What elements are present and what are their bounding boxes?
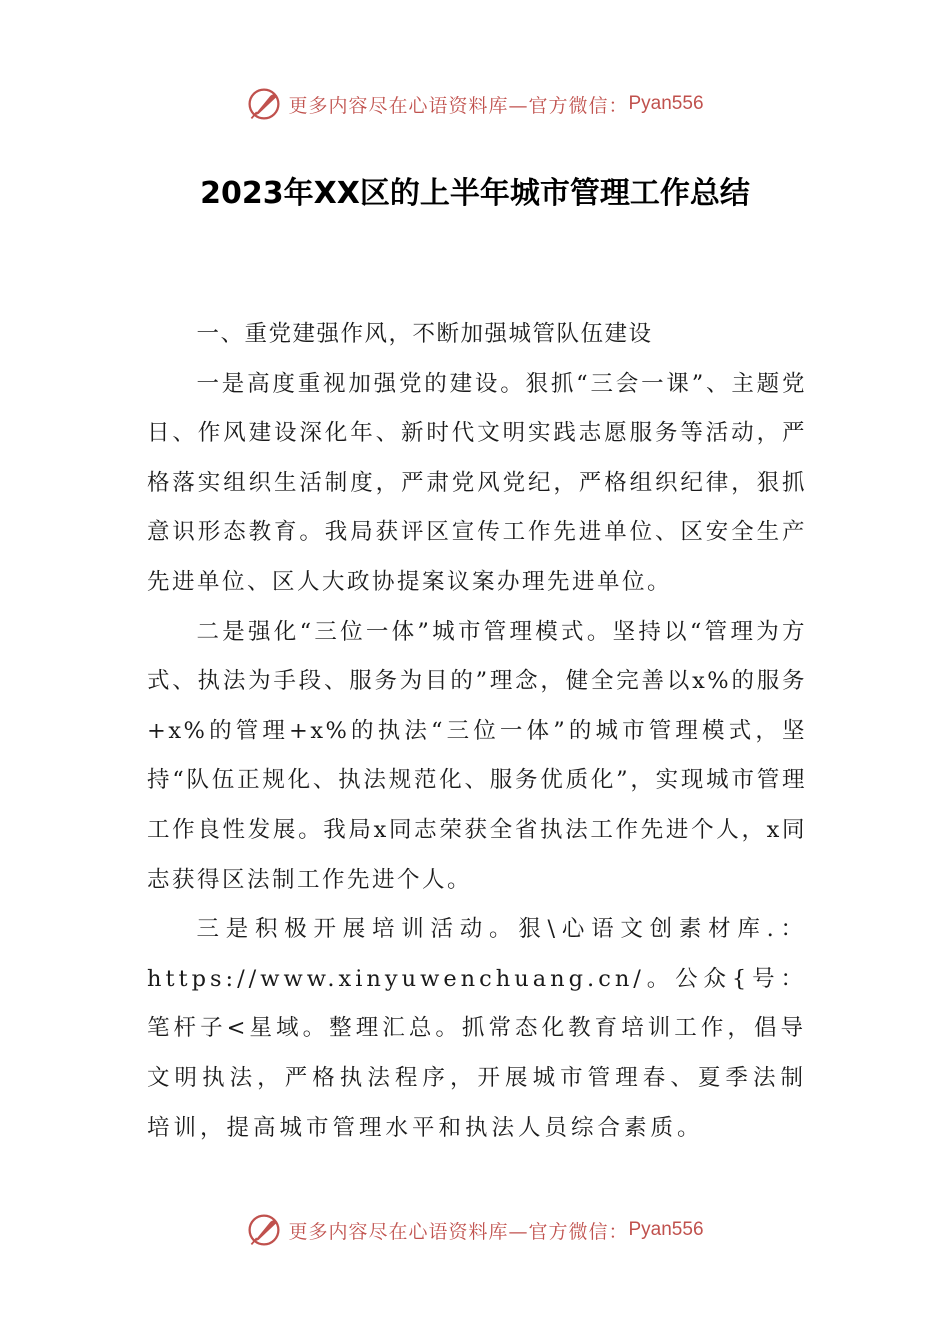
quill-pen-logo-icon <box>246 1212 282 1248</box>
banner-text: 更多内容尽在心语资料库—官方微信： <box>288 94 629 117</box>
banner-contact: Pyan556 <box>628 1219 704 1240</box>
document-body <box>147 310 807 1153</box>
paragraph-training: 三是积极开展培训活动。狠\心语文创素材库.：https://www.xinyuwenchuang.cn/。公众{号：笔杆子<星域。整理汇总。抓常态化教育培训工作，倡导文明执法，严格执法程序，开展城市管理春、夏季法制培训，提高城市管理水平和执法人员综合素质。 <box>147 916 807 1141</box>
banner-contact: Pyan556 <box>628 93 704 114</box>
document-title: 2023年XX区的上半年城市管理工作总结 <box>200 176 750 211</box>
banner-text: 更多内容尽在心语资料库—官方微信： <box>288 1220 629 1243</box>
section-heading: 一、重党建强作风，不断加强城管队伍建设 <box>196 321 653 347</box>
footer-watermark-banner <box>0 1208 950 1252</box>
paragraph-party-building: 一是高度重视加强党的建设。狠抓“三会一课”、主题党日、作风建设深化年、新时代文明实践志愿服务等活动，严格落实组织生活制度，严肃党风党纪，严格组织纪律，狠抓意识形态教育。我局获评区宣传工作先进单位、区安全生产先进单位、区人大政协提案议案办理先进单位。 <box>147 370 807 595</box>
paragraph-management-model: 二是强化“三位一体”城市管理模式。坚持以“管理为方式、执法为手段、服务为目的”理念，健全完善以x%的服务+x%的管理+x%的执法“三位一体”的城市管理模式，坚持“队伍正规化、执法规范化、服务优质化”，实现城市管理工作良性发展。我局x同志荣获全省执法工作先进个人，x同志获得区法制工作先进个人。 <box>147 618 807 893</box>
quill-pen-logo-icon <box>246 86 282 122</box>
header-watermark-banner <box>0 82 950 126</box>
